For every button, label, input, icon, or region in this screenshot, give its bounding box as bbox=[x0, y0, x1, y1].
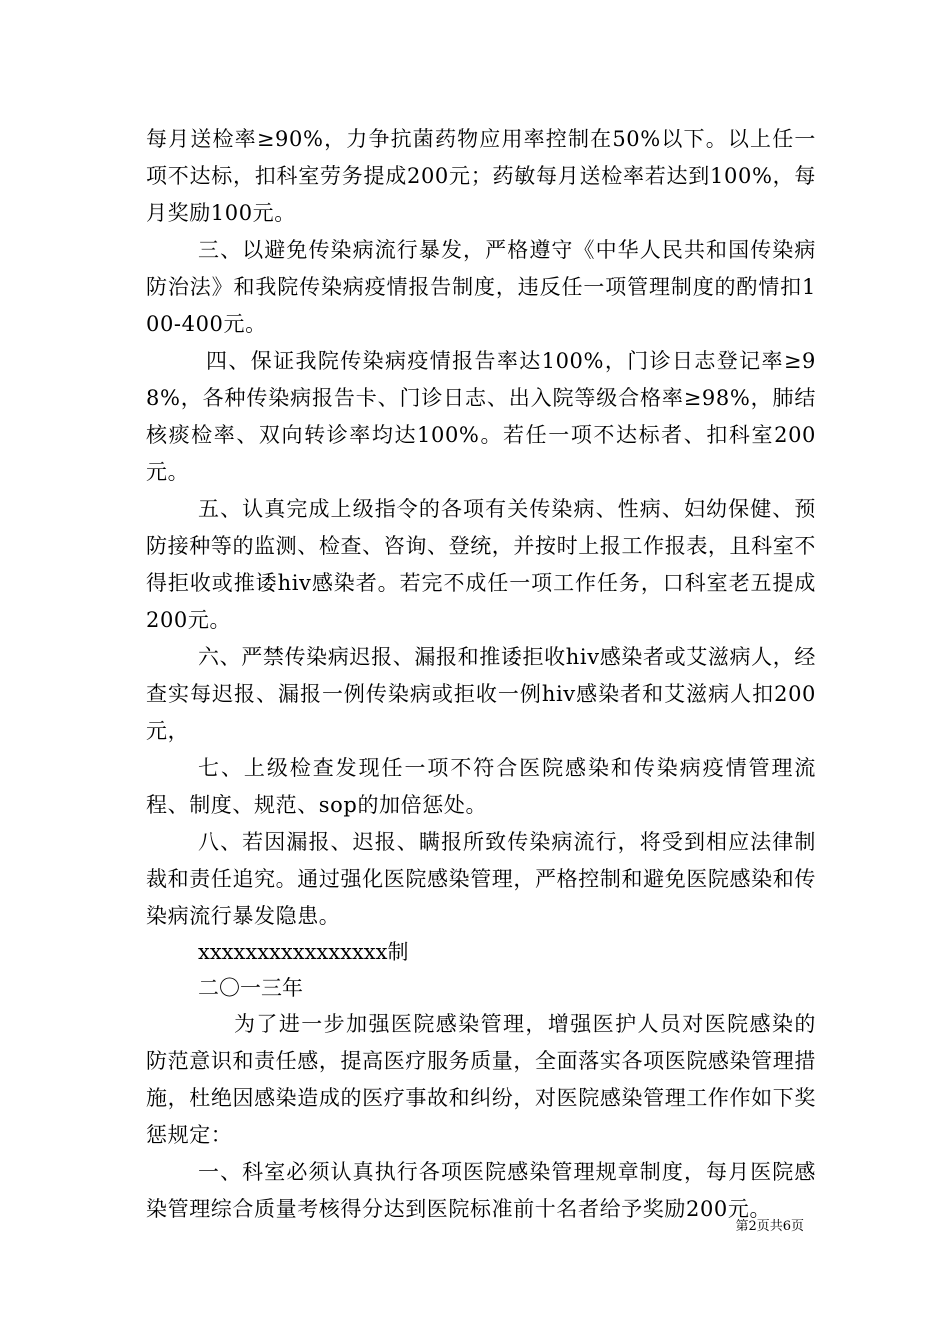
paragraph-item-1: 一、科室必须认真执行各项医院感染管理规章制度，每月医院感染管理综合质量考核得分达到医院标准前十名者给予奖励200元。 bbox=[146, 1160, 816, 1221]
paragraph-item-3: 三、以避免传染病流行暴发，严格遵守《中华人民共和国传染病防治法》和我院传染病疫情报告制度，违反任一项管理制度的酌情扣100-400元。 bbox=[146, 238, 816, 336]
document-body bbox=[146, 121, 816, 1228]
paragraph-item-5: 五、认真完成上级指令的各项有关传染病、性病、妇幼保健、预防接种等的监测、检查、咨询、登统，并按时上报工作报表，且科室不得拒收或推诿hiv感染者。若完不成任一项工作任务，口科室老五提成200元。 bbox=[146, 497, 816, 632]
paragraph-item-4: 四、保证我院传染病疫情报告率达100%，门诊日志登记率≥98%，各种传染病报告卡、门诊日志、出入院等级合格率≥98%，肺结核痰检率、双向转诊率均达100%。若任一项不达标者、扣科室200元。 bbox=[146, 349, 816, 484]
paragraph-intro: 为了进一步加强医院感染管理，增强医护人员对医院感染的防范意识和责任感，提高医疗服务质量，全面落实各项医院感染管理措施，杜绝因感染造成的医疗事故和纠纷，对医院感染管理工作作如下奖惩规定： bbox=[146, 1012, 816, 1147]
paragraph-continuation: 每月送检率≥90%，力争抗菌药物应用率控制在50%以下。以上任一项不达标，扣科室劳务提成200元；药敏每月送检率若达到100%，每月奖励100元。 bbox=[146, 127, 816, 225]
paragraph-item-6: 六、严禁传染病迟报、漏报和推诿拒收hiv感染者或艾滋病人，经查实每迟报、漏报一例传染病或拒收一例hiv感染者和艾滋病人扣200元， bbox=[146, 645, 816, 743]
page-number: 第2页共6页 bbox=[735, 1219, 804, 1234]
year-line: 二〇一三年 bbox=[198, 976, 303, 1000]
paragraph-item-7: 七、上级检查发现任一项不符合医院感染和传染病疫情管理流程、制度、规范、sop的加倍惩处。 bbox=[146, 756, 816, 817]
paragraph-item-8: 八、若因漏报、迟报、瞒报所致传染病流行，将受到相应法律制裁和责任追究。通过强化医院感染管理，严格控制和避免医院感染和传染病流行暴发隐患。 bbox=[146, 830, 816, 928]
signature-line: xxxxxxxxxxxxxxxx制 bbox=[198, 940, 409, 964]
